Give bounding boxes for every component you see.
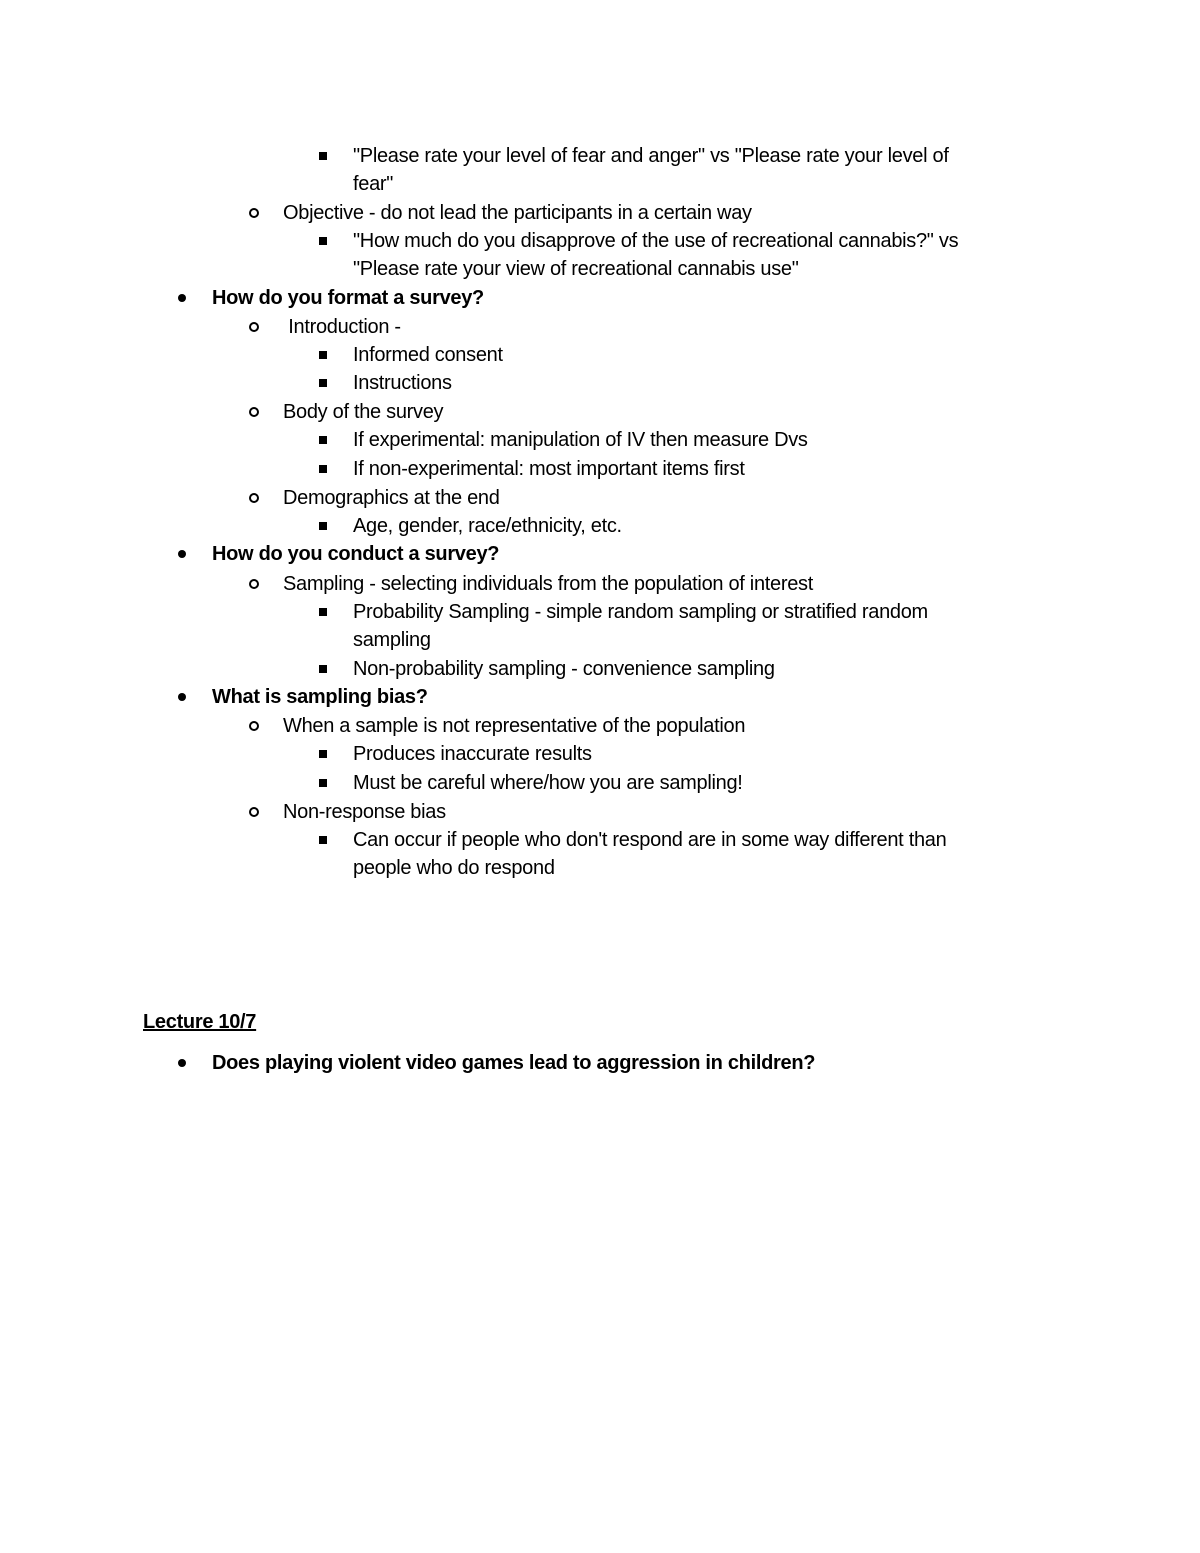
list-item-text: "Please rate your level of fear and anger" vs "Please rate your level of xyxy=(353,145,949,167)
section-heading: Lecture 10/7 xyxy=(143,1011,257,1033)
list-item-text: Produces inaccurate results xyxy=(353,743,592,765)
list-item-text: Sampling - selecting individuals from the population of interest xyxy=(283,573,813,595)
question-heading: How do you format a survey? xyxy=(212,287,484,309)
hollow-circle-bullet-icon xyxy=(249,807,259,817)
list-item-text-continued: fear" xyxy=(353,173,394,195)
square-bullet-icon xyxy=(319,608,327,616)
hollow-circle-bullet-icon xyxy=(249,721,259,731)
list-item-text: Can occur if people who don't respond are in some way different than xyxy=(353,829,947,851)
question-heading: What is sampling bias? xyxy=(212,686,428,708)
square-bullet-icon xyxy=(319,665,327,673)
square-bullet-icon xyxy=(319,836,327,844)
square-bullet-icon xyxy=(319,522,327,530)
disc-bullet-icon xyxy=(178,550,186,558)
square-bullet-icon xyxy=(319,379,327,387)
square-bullet-icon xyxy=(319,152,327,160)
hollow-circle-bullet-icon xyxy=(249,208,259,218)
list-item-text: Objective - do not lead the participants in a certain way xyxy=(283,202,752,224)
list-item-text: Demographics at the end xyxy=(283,487,500,509)
list-item-text: If experimental: manipulation of IV then measure Dvs xyxy=(353,429,808,451)
disc-bullet-icon xyxy=(178,693,186,701)
square-bullet-icon xyxy=(319,750,327,758)
question-heading: Does playing violent video games lead to aggression in children? xyxy=(212,1052,816,1074)
list-item-text: "How much do you disapprove of the use of recreational cannabis?" vs xyxy=(353,230,959,252)
square-bullet-icon xyxy=(319,436,327,444)
list-item-text: Instructions xyxy=(353,372,452,394)
list-item-text: Non-probability sampling - convenience sampling xyxy=(353,658,775,680)
list-item-text: Introduction - xyxy=(283,316,401,338)
list-item-text: Non-response bias xyxy=(283,801,446,823)
hollow-circle-bullet-icon xyxy=(249,579,259,589)
list-item-text: Informed consent xyxy=(353,344,503,366)
question-heading: How do you conduct a survey? xyxy=(212,543,500,565)
disc-bullet-icon xyxy=(178,294,186,302)
hollow-circle-bullet-icon xyxy=(249,493,259,503)
list-item-text-continued: people who do respond xyxy=(353,857,555,879)
list-item-text: Body of the survey xyxy=(283,401,444,423)
list-item-text: Must be careful where/how you are sampling! xyxy=(353,772,743,794)
square-bullet-icon xyxy=(319,465,327,473)
list-item-text: Probability Sampling - simple random sampling or stratified random xyxy=(353,601,928,623)
list-item-text: Age, gender, race/ethnicity, etc. xyxy=(353,515,622,537)
list-item-text: If non-experimental: most important items first xyxy=(353,458,745,480)
square-bullet-icon xyxy=(319,779,327,787)
disc-bullet-icon xyxy=(178,1059,186,1067)
hollow-circle-bullet-icon xyxy=(249,407,259,417)
list-item-text: When a sample is not representative of the population xyxy=(283,715,746,737)
square-bullet-icon xyxy=(319,237,327,245)
hollow-circle-bullet-icon xyxy=(249,322,259,332)
list-item-text-continued: "Please rate your view of recreational cannabis use" xyxy=(353,258,799,280)
list-item-text-continued: sampling xyxy=(353,629,431,651)
square-bullet-icon xyxy=(319,351,327,359)
